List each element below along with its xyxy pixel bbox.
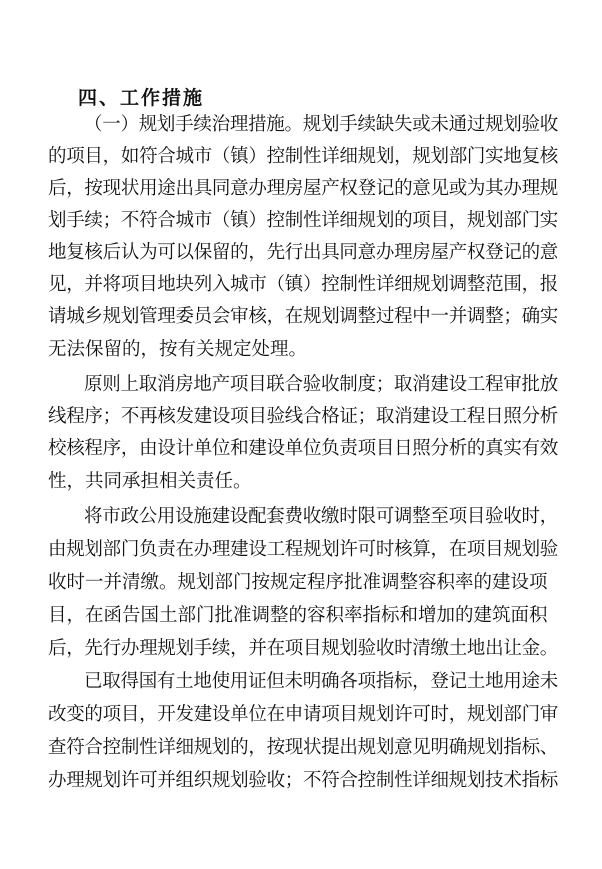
paragraph-line: 收时一并清缴。规划部门按规定程序批准调整容积率的建设项: [48, 572, 548, 593]
paragraph-line: 线程序；不再核发建设项目验线合格证；取消建设工程日照分析: [48, 406, 558, 427]
paragraph-line: 目，在函告国土部门批准调整的容积率指标和增加的建筑面积: [48, 605, 548, 626]
paragraph-line: 校核程序，由设计单位和建设单位负责项目日照分析的真实有效: [48, 438, 558, 459]
paragraph-line: 请城乡规划管理委员会审核，在规划调整过程中一并调整；确实: [48, 306, 558, 327]
paragraph-line: 地复核后认为可以保留的，先行出具同意办理房屋产权登记的意: [48, 242, 558, 263]
paragraph-line: （一）规划手续治理措施。规划手续缺失或未通过规划验收: [84, 114, 558, 135]
paragraph-line: 将市政公用设施建设配套费收缴时限可调整至项目验收时，: [84, 506, 558, 527]
paragraph-line: 无法保留的，按有关规定处理。: [48, 339, 308, 360]
paragraph-line: 由规划部门负责在办理建设工程规划许可时核算，在项目规划验: [48, 539, 558, 560]
paragraph-line: 后，先行办理规划手续，并在项目规划验收时清缴土地出让金。: [48, 638, 558, 659]
paragraph-line: 后，按现状用途出具同意办理房屋产权登记的意见或为其办理规: [48, 178, 558, 199]
paragraph-line: 改变的项目，开发建设单位在申请项目规划许可时，规划部门审: [48, 704, 558, 725]
paragraph-line: 已取得国有土地使用证但未明确各项指标，登记土地用途未: [84, 671, 558, 692]
paragraph-line: 原则上取消房地产项目联合验收制度；取消建设工程审批放: [84, 374, 558, 395]
paragraph-line: 见，并将项目地块列入城市（镇）控制性详细规划调整范围，报: [48, 274, 558, 295]
section-heading: 四、工作措施: [78, 87, 205, 109]
paragraph-line: 性，共同承担相关责任。: [48, 471, 252, 492]
paragraph-line: 查符合控制性详细规划的，按现状提出规划意见明确规划指标、: [48, 737, 558, 758]
paragraph-line: 划手续；不符合城市（镇）控制性详细规划的项目，规划部门实: [48, 210, 558, 231]
paragraph-line: 办理规划许可并组织规划验收；不符合控制性详细规划技术指标: [48, 770, 558, 791]
paragraph-line: 的项目，如符合城市（镇）控制性详细规划，规划部门实地复核: [48, 146, 558, 167]
